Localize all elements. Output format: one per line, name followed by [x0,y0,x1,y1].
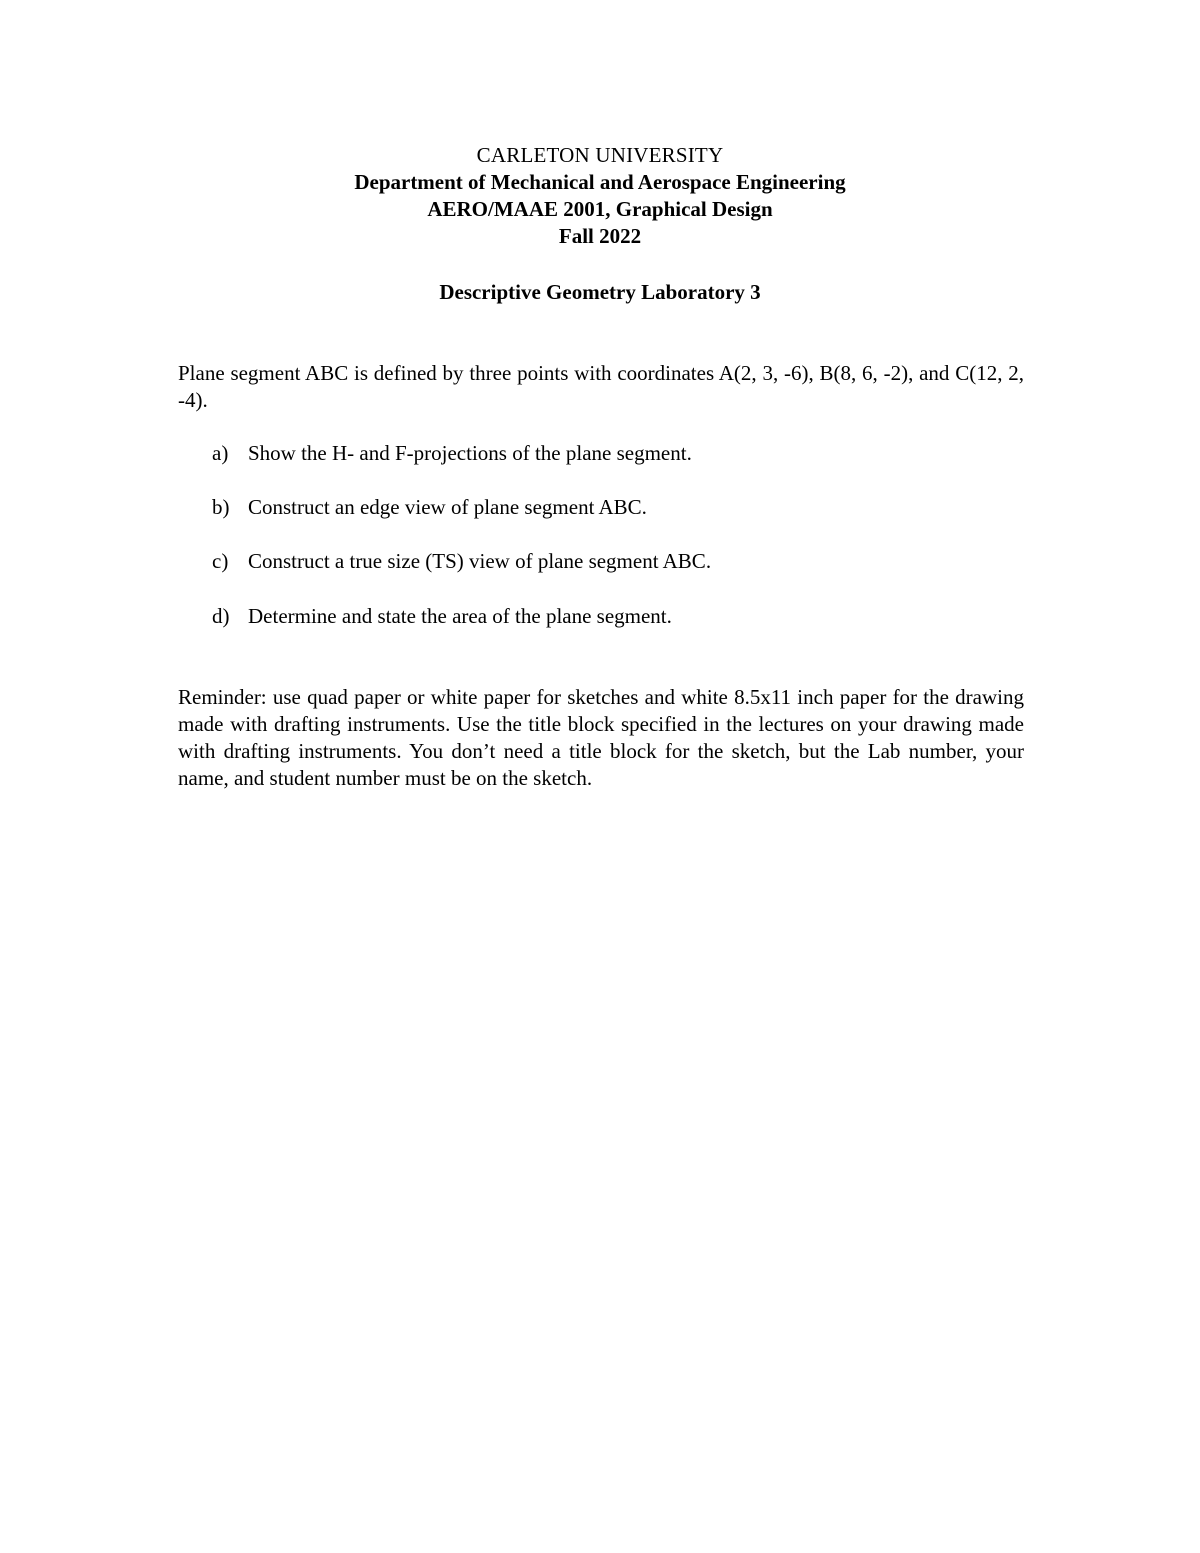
term: Fall 2022 [558,224,642,248]
problem-statement: Plane segment ABC is defined by three points with coordinates A(2, 3, -6), B(8, 6, -2), and C(12, 2, -4). [178,361,1024,412]
task-item-b [212,494,1024,521]
course-title: AERO/MAAE 2001, Graphical Design [427,197,773,221]
task-marker: c) [212,549,229,573]
task-item-d [212,603,1024,630]
task-item-a [212,440,1024,467]
task-text: Construct an edge view of plane segment ABC. [248,495,647,519]
reminder-paragraph: Reminder: use quad paper or white paper for sketches and white 8.5x11 inch paper for the drawing made with drafting instruments. Use the title block specified in the lectures on your drawing made with drafting instruments. You don’t need a title block for the sketch, but the Lab number, your name, and student number must be on the sketch. [178,685,1024,790]
task-marker: b) [212,495,230,519]
department-name: Department of Mechanical and Aerospace Engineering [354,170,846,194]
task-marker: a) [212,441,229,465]
task-text: Construct a true size (TS) view of plane segment ABC. [248,549,712,573]
task-marker: d) [212,604,230,628]
lab-title: Descriptive Geometry Laboratory 3 [439,280,761,304]
task-item-c [212,548,1024,575]
university-name: CARLETON UNIVERSITY [476,143,724,167]
document-header [0,142,1200,250]
task-text: Show the H- and F-projections of the plane segment. [248,441,692,465]
task-text: Determine and state the area of the plane segment. [248,604,672,628]
